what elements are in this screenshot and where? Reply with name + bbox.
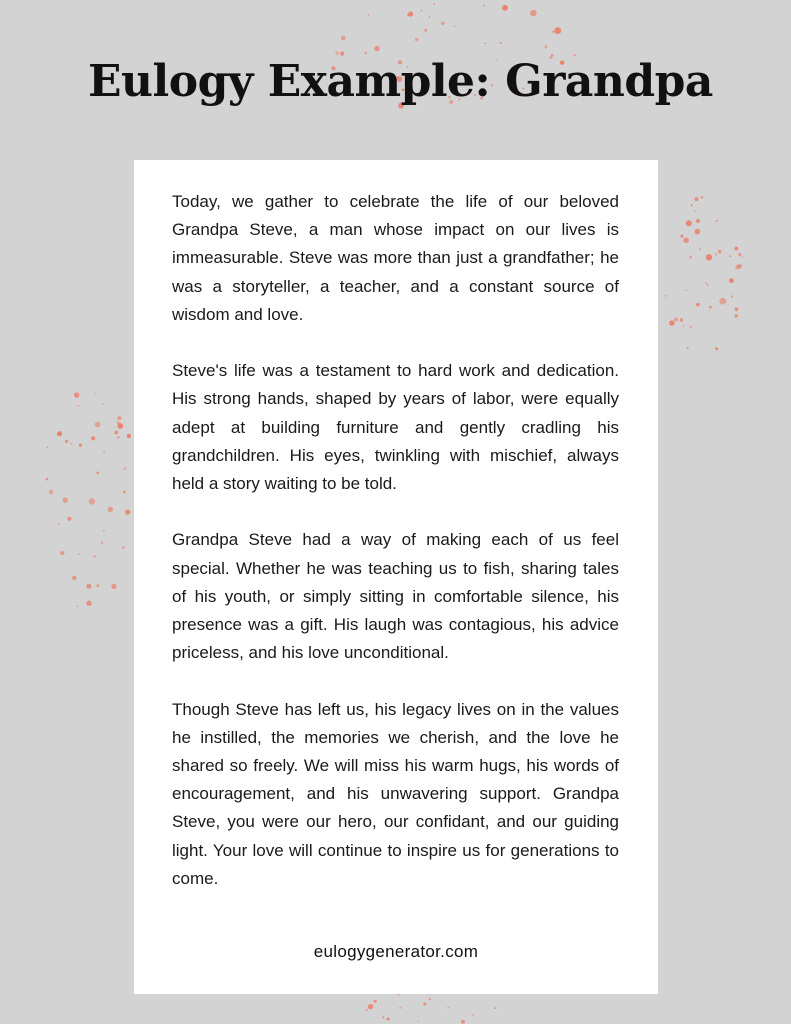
splatter-dot bbox=[454, 25, 456, 27]
splatter-dot bbox=[58, 432, 60, 434]
splatter-dot bbox=[77, 605, 79, 607]
splatter-dot bbox=[78, 405, 80, 407]
splatter-dot bbox=[669, 320, 675, 326]
splatter-dot bbox=[718, 250, 722, 254]
splatter-dot bbox=[695, 197, 699, 201]
splatter-dot bbox=[58, 523, 60, 525]
splatter-dot bbox=[695, 229, 701, 235]
splatter-dot bbox=[91, 436, 95, 440]
splatter-dot bbox=[674, 318, 678, 322]
splatter-dot bbox=[415, 38, 418, 41]
splatter-dot bbox=[382, 1016, 384, 1018]
splatter-dot bbox=[79, 444, 82, 447]
splatter-dot bbox=[699, 248, 701, 250]
splatter-dot bbox=[696, 303, 700, 307]
splatter-dot bbox=[96, 471, 99, 474]
splatter-dot bbox=[738, 253, 741, 256]
splatter-dot bbox=[60, 551, 64, 555]
splatter-dot bbox=[46, 478, 49, 481]
splatter-dot bbox=[108, 507, 113, 512]
splatter-dot bbox=[729, 278, 734, 283]
splatter-dot bbox=[441, 21, 445, 25]
splatter-dot bbox=[500, 42, 502, 44]
splatter-dot bbox=[472, 1014, 474, 1016]
postage-stamp-card bbox=[134, 160, 658, 994]
splatter-dot bbox=[89, 498, 96, 505]
splatter-dot bbox=[429, 16, 431, 18]
splatter-dot bbox=[701, 196, 704, 199]
splatter-dot bbox=[554, 27, 561, 34]
splatter-dot bbox=[387, 1017, 390, 1020]
splatter-dot bbox=[705, 282, 707, 284]
splatter-dot bbox=[683, 325, 685, 327]
splatter-dot bbox=[374, 46, 379, 51]
splatter-dot bbox=[101, 542, 103, 544]
eulogy-paragraph-3: Grandpa Steve had a way of making each of us feel special. Whether he was teaching us to fish, sharing tales of his youth, or simply sitting in comfortable silence, his presence was a gift. His laugh was contagious, his advice priceless, and his love unconditional. bbox=[172, 530, 619, 663]
splatter-dot bbox=[484, 43, 486, 45]
splatter-dot bbox=[78, 553, 80, 555]
splatter-dot bbox=[65, 440, 68, 443]
eulogy-body bbox=[172, 188, 619, 921]
splatter-dot bbox=[341, 36, 346, 41]
stamp-perforation-top bbox=[134, 150, 658, 160]
splatter-dot bbox=[94, 555, 96, 557]
splatter-dot bbox=[734, 247, 738, 251]
splatter-dot bbox=[47, 447, 49, 449]
splatter-dot bbox=[117, 436, 120, 439]
splatter-dot bbox=[685, 289, 687, 291]
splatter-dot bbox=[680, 318, 684, 322]
splatter-dot bbox=[114, 431, 118, 435]
splatter-dot bbox=[483, 4, 485, 6]
splatter-dot bbox=[719, 298, 726, 305]
splatter-dot bbox=[49, 490, 54, 495]
splatter-dot bbox=[433, 3, 435, 5]
splatter-dot bbox=[715, 253, 717, 255]
splatter-dot bbox=[689, 326, 691, 328]
splatter-dot bbox=[368, 14, 370, 16]
footer-website: eulogygenerator.com bbox=[313, 942, 479, 961]
splatter-dot bbox=[86, 584, 91, 589]
eulogy-paragraph-1: Today, we gather to celebrate the life of our beloved Grandpa Steve, a man whose impact on our lives is immeasurable. Steve was more than just a grandfather; he was a storyteller, a teacher, and a constant source of wisdom and love. bbox=[172, 192, 619, 324]
splatter-dot bbox=[691, 204, 693, 206]
splatter-dot bbox=[421, 10, 423, 12]
splatter-dot bbox=[715, 347, 718, 350]
splatter-dot bbox=[709, 306, 712, 309]
splatter-dot bbox=[735, 314, 739, 318]
splatter-dot bbox=[366, 1009, 368, 1011]
splatter-dot bbox=[95, 392, 97, 394]
splatter-dot bbox=[686, 220, 692, 226]
splatter-dot bbox=[368, 1004, 374, 1010]
splatter-dot bbox=[741, 256, 743, 258]
splatter-dot bbox=[552, 31, 554, 33]
splatter-dot bbox=[683, 238, 689, 244]
eulogy-paragraph-2: Steve's life was a testament to hard work and dedication. His strong hands, shaped by years of labor, were equally adept at building furniture and gently cradling his grandchildren. His eyes, twinkling with mischief, always held a story waiting to be told. bbox=[172, 361, 619, 494]
splatter-dot bbox=[86, 600, 92, 606]
splatter-dot bbox=[707, 284, 709, 286]
splatter-dot bbox=[730, 255, 732, 257]
splatter-dot bbox=[424, 29, 427, 32]
splatter-dot bbox=[74, 392, 80, 398]
splatter-dot bbox=[399, 1007, 401, 1009]
splatter-dot bbox=[102, 403, 104, 405]
splatter-dot bbox=[72, 576, 76, 580]
splatter-dot bbox=[95, 422, 101, 428]
splatter-dot bbox=[530, 10, 537, 17]
splatter-dot bbox=[119, 425, 121, 427]
splatter-dot bbox=[461, 1020, 465, 1024]
splatter-dot bbox=[694, 210, 696, 212]
splatter-dot bbox=[103, 530, 105, 532]
splatter-dot bbox=[689, 256, 692, 259]
splatter-dot bbox=[731, 295, 733, 297]
splatter-dot bbox=[494, 1007, 496, 1009]
splatter-dot bbox=[117, 416, 121, 420]
splatter-dot bbox=[408, 12, 413, 17]
splatter-dot bbox=[680, 235, 683, 238]
splatter-dot bbox=[686, 347, 688, 349]
splatter-dot bbox=[418, 1020, 420, 1022]
splatter-dot bbox=[111, 584, 116, 589]
splatter-dot bbox=[735, 307, 739, 311]
page-title: Eulogy Example: Grandpa bbox=[88, 56, 713, 107]
splatter-dot bbox=[707, 255, 712, 260]
splatter-dot bbox=[544, 45, 547, 48]
splatter-dot bbox=[502, 5, 508, 11]
splatter-dot bbox=[96, 584, 99, 587]
splatter-dot bbox=[63, 497, 68, 502]
splatter-dot bbox=[70, 443, 72, 445]
stamp-perforation-bottom bbox=[134, 994, 658, 1004]
splatter-dot bbox=[696, 219, 700, 223]
splatter-dot bbox=[103, 450, 105, 452]
splatter-dot bbox=[735, 265, 740, 270]
eulogy-paragraph-4: Though Steve has left us, his legacy lives on in the values he instilled, the memories we cherish, and the love he shared so freely. We will miss his warm hugs, his words of encouragement, and his unwavering support. Grandpa Steve, you were our hero, our confidant, and our guiding light. Your love will continue to inspire us for generations to come. bbox=[172, 699, 619, 888]
splatter-dot bbox=[447, 1007, 449, 1009]
splatter-dot bbox=[67, 517, 71, 521]
splatter-dot bbox=[716, 220, 718, 222]
